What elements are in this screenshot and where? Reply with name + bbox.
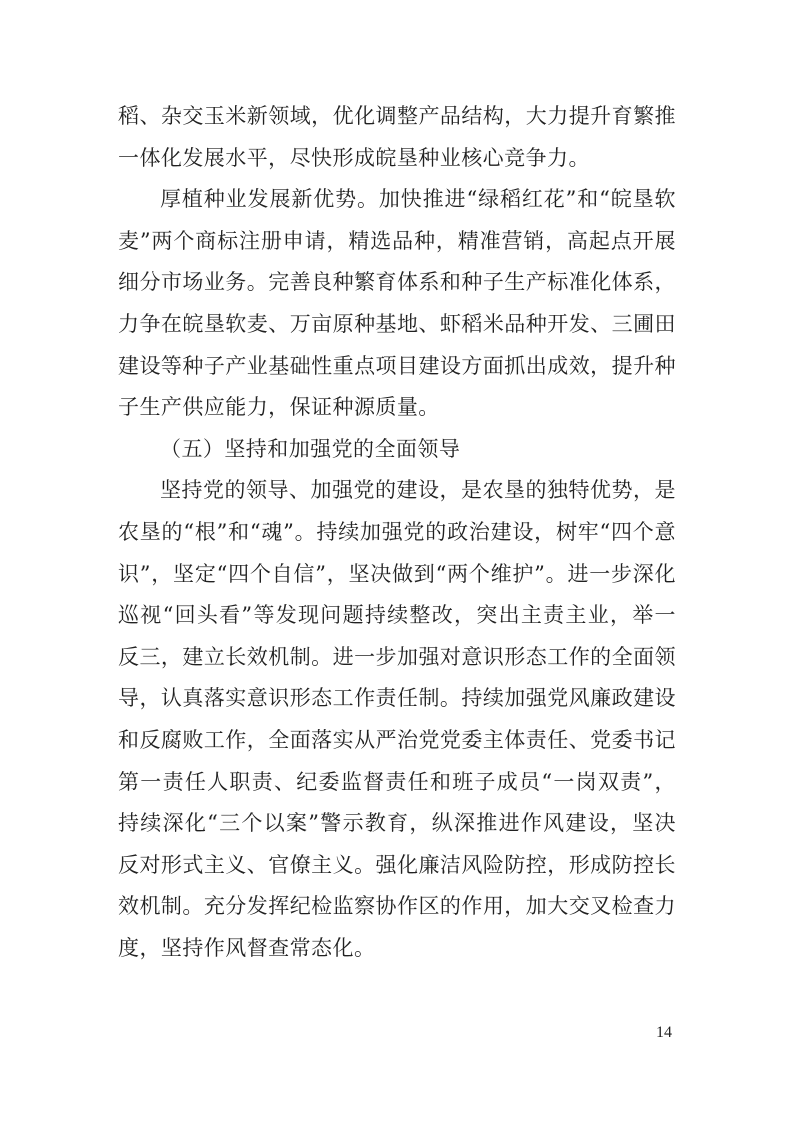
body-paragraph: 坚持党的领导、加强党的建设，是农垦的独特优势，是农垦的“根”和“魂”。持续加强党的政治建设，树牢“四个意识”，坚定“四个自信”，坚决做到“两个维护”。进一步深化巡视“回头看”等发现问题持续整改，突出主责主业，举一反三，建立长效机制。进一步加强对意识形态工作的全面领导，认真落实意识形态工作责任制。持续加强党风廉政建设和反腐败工作，全面落实从严治党党委主体责任、党委书记第一责任人职责、纪委监督责任和班子成员“一岗双责”，持续深化“三个以案”警示教育，纵深推进作风建设，坚决反对形式主义、官僚主义。强化廉洁风险防控，形成防控长效机制。充分发挥纪检监察协作区的作用，加大交叉检查力度，坚持作风督查常态化。 — [118, 478, 676, 960]
body-paragraph-continuation: 稻、杂交玉米新领域，优化调整产品结构，大力提升育繁推一体化发展水平，尽快形成皖垦种业核心竞争力。 — [118, 104, 676, 170]
section-heading: （五）坚持和加强党的全面领导 — [160, 436, 461, 461]
page-number: 14 — [656, 1024, 672, 1041]
body-paragraph: 厚植种业发展新优势。加快推进“绿稻红花”和“皖垦软麦”两个商标注册申请，精选品种，精准营销，高起点开展细分市场业务。完善良种繁育体系和种子生产标准化体系，力争在皖垦软麦、万亩原种基地、虾稻米品种开发、三圃田建设等种子产业基础性重点项目建设方面抓出成效，提升种子生产供应能力，保证种源质量。 — [118, 187, 676, 420]
document-body — [118, 96, 676, 969]
